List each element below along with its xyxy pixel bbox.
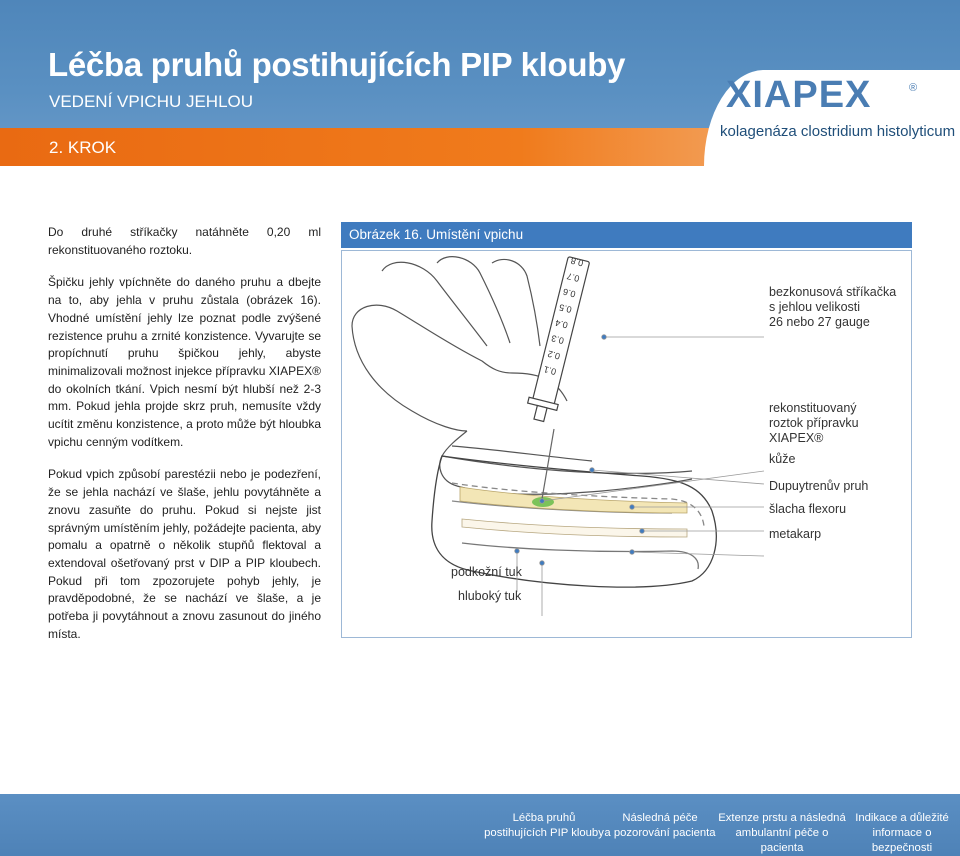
page-subtitle: VEDENÍ VPICHU JEHLOU <box>49 92 254 111</box>
label-syringe-line-1: bezkonusová stříkačka <box>769 285 897 299</box>
nav-finger-extension[interactable] <box>718 811 846 856</box>
syringe-tick-7: 0.7 <box>565 271 581 284</box>
nav-finger-extension-line-1: Extenze prstu a následná <box>718 812 846 824</box>
label-cord: Dupuytrenův pruh <box>769 479 869 493</box>
label-solution-line-1: rekonstituovaný <box>769 401 857 415</box>
syringe-tick-3: 0.3 <box>550 333 565 346</box>
step-label: 2. KROK <box>49 138 117 157</box>
syringe-tick-8: 0.8 <box>569 255 585 269</box>
needle <box>542 429 554 499</box>
header-banner <box>0 0 960 166</box>
logo-text: XIAPEX <box>726 74 872 116</box>
label-metacarpal: metakarp <box>769 527 822 541</box>
label-solution-line-3: XIAPEX® <box>769 431 824 445</box>
flexor-tendon <box>462 519 687 537</box>
figure-title: Obrázek 16. Umístění vpichu <box>349 227 524 242</box>
label-solution-line-2: roztok přípravku <box>769 416 859 430</box>
instruction-paragraph-3: Pokud vpich způsobí parestézii nebo je podezření, že se jehla nachází ve šlaše, jehlu povytáhněte a znovu zasuňte do pruhu. Pokud si nejste jist správným umístěním jehly, požádejte pacienta, aby pomalu a opatrně o několik stupňů flektoval a extendoval ošetřovaný prst v DIP a PIP kloubech. Pokud při tom zpozorujete pohyb jehly, je pravděpodobné, že se nachází ve šlaše, a je potřeba ji povytáhnout a znovu zasunout do jiného místa. <box>48 467 321 641</box>
figure-title-bar <box>341 222 912 248</box>
label-subcutaneous-fat: podkožní tuk <box>451 565 522 579</box>
footer-nav <box>0 794 960 856</box>
instruction-text <box>48 224 321 658</box>
nav-indications-safety-line-2: informace o bezpečnosti <box>871 827 933 854</box>
syringe-tick-5: 0.5 <box>558 302 573 315</box>
nav-pip-treatment-line-2: postihujících PIP klouby <box>484 827 604 839</box>
syringe-tick-1: 0.1 <box>542 364 558 377</box>
label-tendon: šlacha flexoru <box>769 502 847 516</box>
nav-followup-care-line-1: Následná péče <box>622 812 698 824</box>
dupuytren-cord <box>460 487 687 513</box>
hand-outline <box>352 257 692 495</box>
logo-subtitle: kolagenáza clostridium histolyticum <box>720 123 956 140</box>
logo-registered-mark: ® <box>909 82 918 94</box>
nav-pip-treatment-line-1: Léčba pruhů <box>512 812 576 824</box>
figure-16 <box>341 222 912 638</box>
figure-illustration-frame <box>341 250 912 638</box>
step-bar <box>0 128 744 166</box>
syringe <box>524 254 594 424</box>
label-skin: kůže <box>769 452 796 466</box>
label-solution <box>769 401 859 446</box>
page-title: Léčba pruhů postihujících PIP klouby <box>48 46 626 83</box>
label-syringe-line-2: s jehlou velikosti <box>769 300 861 314</box>
nav-followup-care-line-2: a pozorování pacienta <box>604 827 716 839</box>
instruction-paragraph-1: Do druhé stříkačky natáhněte 0,20 ml rekonstituovaného roztoku. <box>48 225 321 257</box>
nav-indications-safety-line-1: Indikace a důležité <box>855 812 949 824</box>
instruction-paragraph-2: Špičku jehly vpíchněte do daného pruhu a dbejte na to, aby jehla v pruhu zůstala (obrázek 16). Vhodné umístění jehly lze poznat podle zvýšené rezistence pruhu a zrnité konzistence. Vyvarujte se propíchnutí pruhu špičkou jehly, abyste minimalizovali možnost injekce přípravku XIAPEX® do okolních tkání. Vpich nesmí být hlubší než 2-3 mm. Pokud jehla projde skrz pruh, nemusíte vždy ucítit změnu konzistence, a proto může být hloubka vpichu cenným vodítkem. <box>48 275 321 449</box>
syringe-tick-4: 0.4 <box>554 317 569 331</box>
nav-pip-treatment[interactable] <box>484 811 604 841</box>
nav-finger-extension-line-2: ambulantní péče o pacienta <box>735 827 829 854</box>
nav-indications-safety[interactable] <box>844 811 960 856</box>
label-syringe <box>769 285 896 330</box>
label-deep-fat: hluboký tuk <box>458 589 522 603</box>
label-syringe-line-3: 26 nebo 27 gauge <box>769 315 870 329</box>
xiapex-logo <box>704 70 960 166</box>
nav-followup-care[interactable] <box>600 811 720 841</box>
syringe-tick-6: 0.6 <box>562 286 577 300</box>
syringe-tick-2: 0.2 <box>546 348 562 362</box>
